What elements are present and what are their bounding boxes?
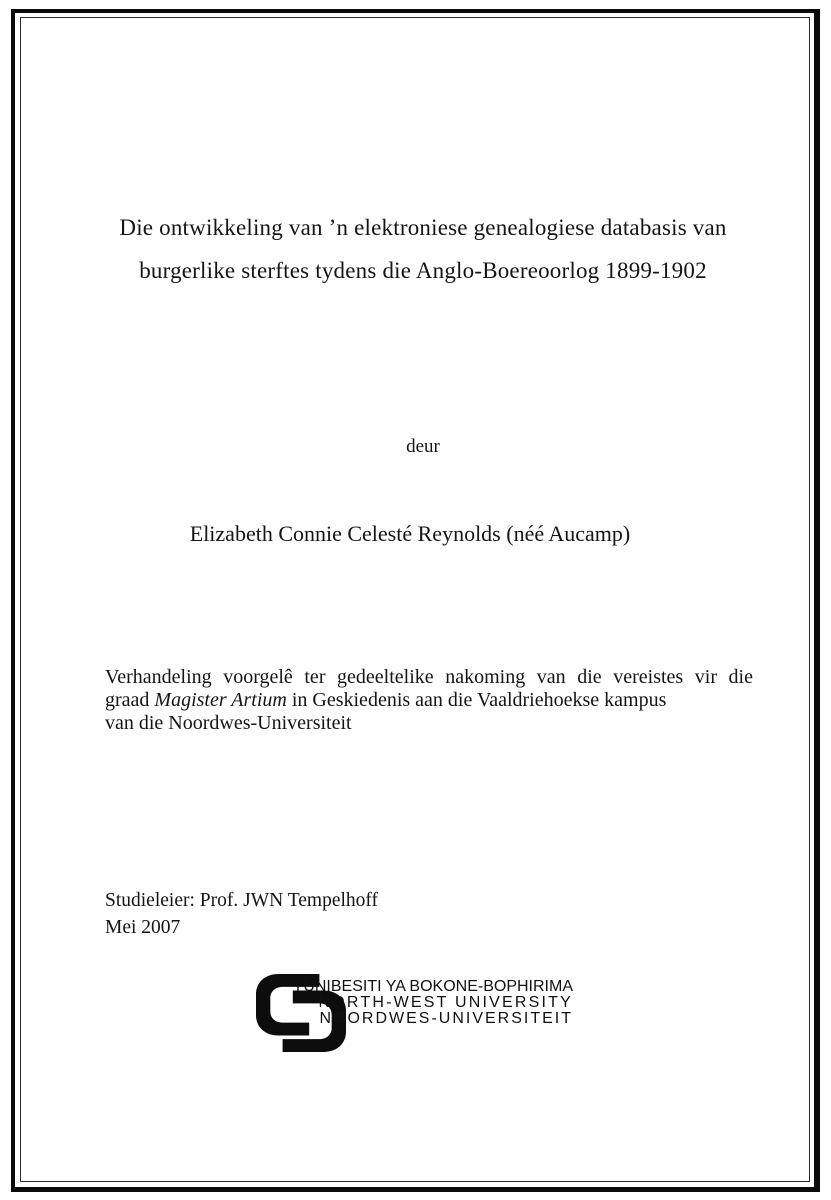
date-line: Mei 2007 bbox=[105, 917, 181, 938]
supervisor-block bbox=[105, 887, 378, 941]
byline-deur: deur bbox=[406, 436, 440, 457]
logo-text-line-english: NORTH-WEST UNIVERSITY bbox=[318, 993, 573, 1011]
author-name: Elizabeth Connie Celesté Reynolds (néé Aucamp) bbox=[189, 521, 631, 546]
statement-line-3: van die Noordwes-Universiteit bbox=[105, 712, 352, 734]
statement-line-2 bbox=[105, 689, 753, 712]
thesis-title-line-1: Die ontwikkeling van ’n elektroniese genealogiese databasis van bbox=[119, 215, 727, 240]
university-logo-text bbox=[293, 979, 573, 1026]
statement-line-2-post: in Geskiedenis aan die Vaaldriehoekse kampus bbox=[286, 689, 667, 711]
submission-statement bbox=[105, 666, 753, 735]
logo-text-line-setswana: YUNIBESITI YA BOKONE-BOPHIRIMA bbox=[292, 978, 573, 995]
statement-line-2-pre: graad bbox=[105, 689, 155, 711]
logo-text-line-afrikaans: NOORDWES-UNIVERSITEIT bbox=[319, 1009, 573, 1027]
supervisor-line: Studieleier: Prof. JWN Tempelhoff bbox=[105, 890, 379, 911]
statement-line-1: Verhandeling voorgelê ter gedeeltelike nakoming van die vereistes vir die bbox=[105, 666, 753, 688]
degree-name-italic: Magister Artium bbox=[154, 689, 287, 711]
thesis-title bbox=[98, 206, 748, 292]
thesis-title-line-2: burgerlike sterftes tydens die Anglo-Boereoorlog 1899-1902 bbox=[139, 258, 707, 283]
